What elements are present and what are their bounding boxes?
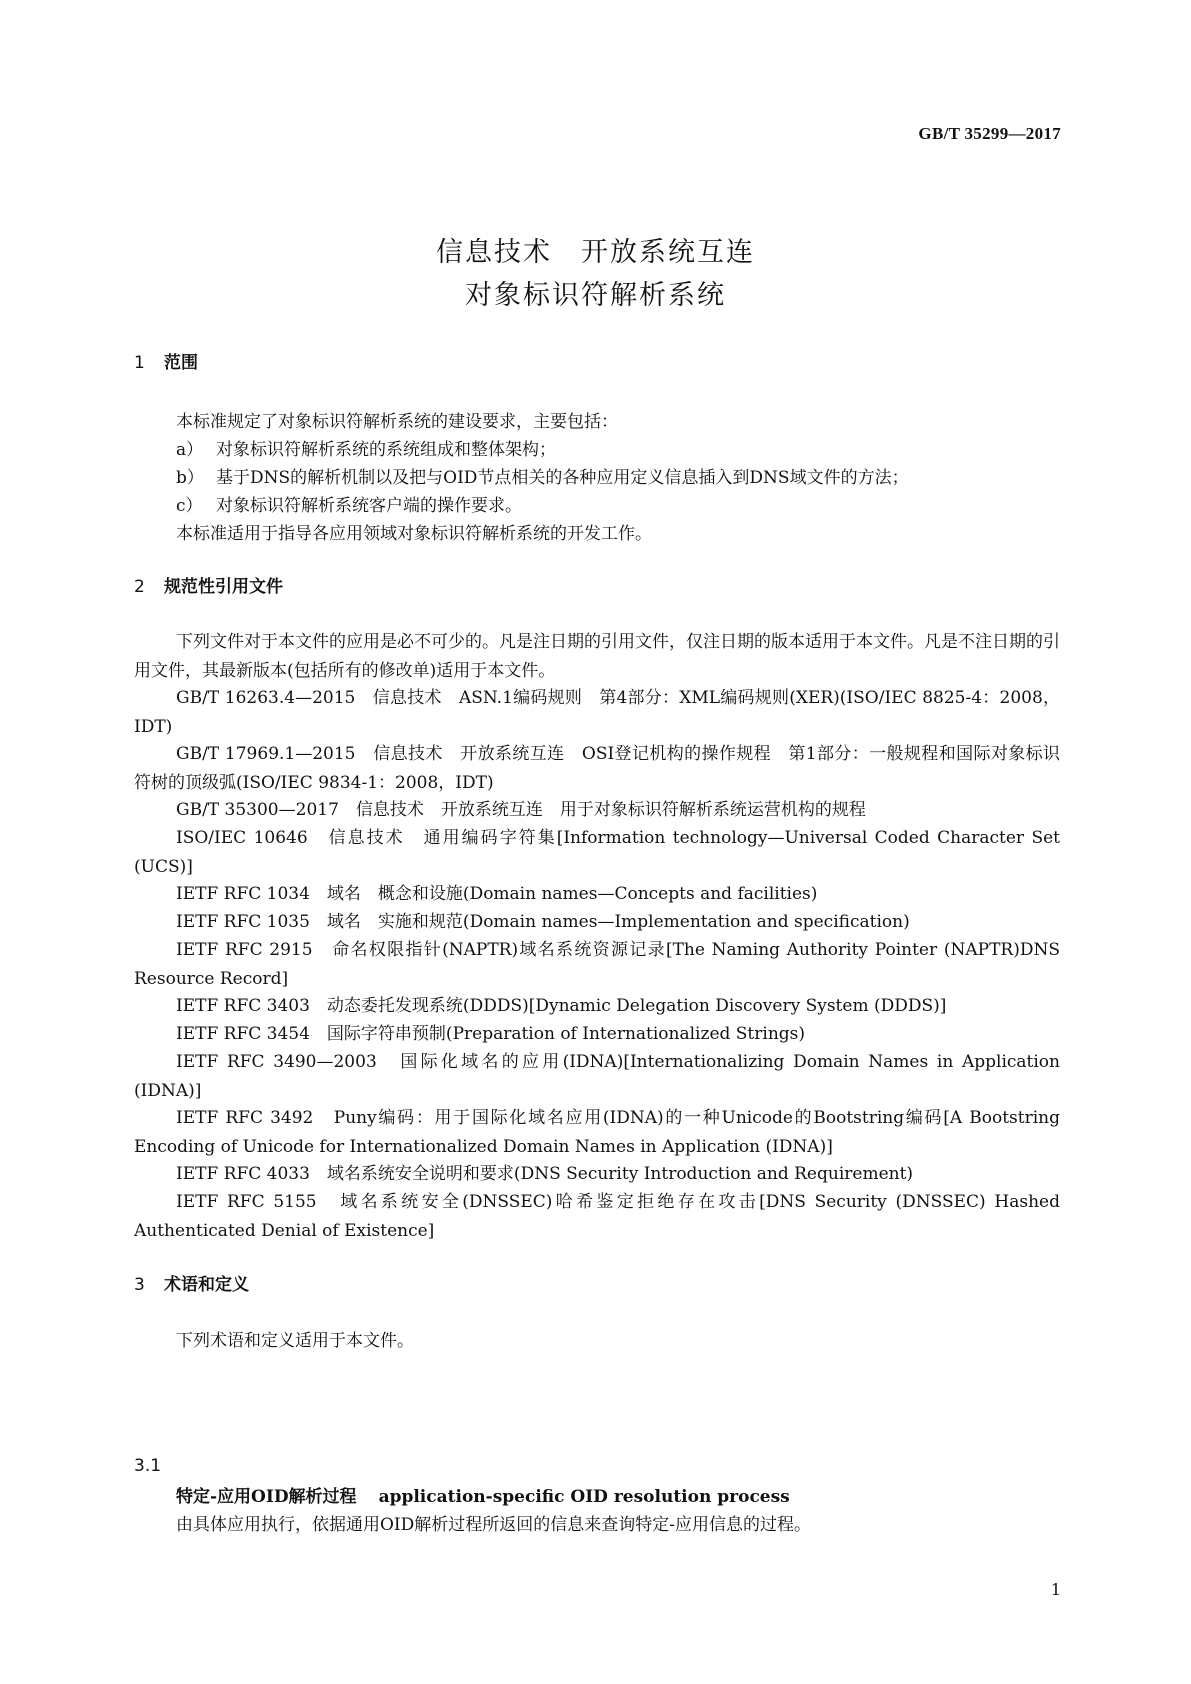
title-line-2: 对象标识符解析系统 — [465, 280, 726, 311]
reference-item: IETF RFC 3403 动态委托发现系统(DDDS)[Dynamic Delegation Discovery System (DDDS)] — [176, 996, 947, 1016]
section-1-heading — [134, 348, 198, 373]
reference-item: IETF RFC 5155 域名系统安全(DNSSEC)哈希鉴定拒绝存在攻击[DNS Security (DNSSEC) Hashed Authenticated Denial of Existence] — [134, 1192, 1060, 1241]
item-label: a） — [176, 440, 204, 460]
reference-item: ISO/IEC 10646 信息技术 通用编码字符集[Information technology—Universal Coded Character Set (UCS)] — [134, 828, 1060, 877]
reference-item: IETF RFC 1035 域名 实施和规范(Domain names—Implementation and specification) — [176, 912, 910, 932]
item-text: 基于DNS的解析机制以及把与OID节点相关的各种应用定义信息插入到DNS域文件的方法； — [216, 468, 909, 488]
reference-item: GB/T 17969.1—2015 信息技术 开放系统互连 OSI登记机构的操作规程 第1部分：一般规程和国际对象标识符树的顶级弧(ISO/IEC 9834-1：2008，IDT) — [134, 744, 1060, 793]
reference-item: IETF RFC 3490—2003 国际化域名的应用(IDNA)[Internationalizing Domain Names in Application (IDNA)] — [134, 1052, 1060, 1101]
section-1-title: 范围 — [164, 353, 198, 373]
reference-item: IETF RFC 2915 命名权限指针(NAPTR)域名系统资源记录[The Naming Authority Pointer (NAPTR)DNS Resource Record] — [134, 940, 1060, 989]
section-2-number: 2 — [134, 577, 145, 597]
item-text: 对象标识符解析系统的系统组成和整体架构； — [216, 440, 556, 460]
reference-item: IETF RFC 1034 域名 概念和设施(Domain names—Concepts and facilities) — [176, 884, 818, 904]
section-3-intro: 下列术语和定义适用于本文件。 — [176, 1331, 414, 1351]
standard-code: GB/T 35299—2017 — [918, 124, 1061, 143]
item-label: b） — [176, 468, 204, 488]
section-1-item-c — [176, 491, 522, 516]
reference-item: IETF RFC 3454 国际字符串预制(Preparation of Internationalized Strings) — [176, 1024, 806, 1044]
section-2-title: 规范性引用文件 — [164, 577, 283, 597]
section-1-closing: 本标准适用于指导各应用领域对象标识符解析系统的开发工作。 — [176, 524, 652, 544]
section-3-heading — [134, 1270, 249, 1295]
section-3-number: 3 — [134, 1275, 145, 1295]
term-number: 3.1 — [134, 1456, 162, 1476]
section-1-item-b — [176, 463, 909, 488]
term-definition: 由具体应用执行，依据通用OID解析过程所返回的信息来查询特定-应用信息的过程。 — [176, 1515, 812, 1535]
term-name-cn: 特定-应用OID解析过程 — [176, 1487, 357, 1507]
item-text: 对象标识符解析系统客户端的操作要求。 — [216, 496, 522, 516]
item-label: c） — [176, 496, 203, 516]
section-2-intro: 下列文件对于本文件的应用是必不可少的。凡是注日期的引用文件，仅注日期的版本适用于本文件。凡是不注日期的引用文件，其最新版本(包括所有的修改单)适用于本文件。 — [134, 632, 1060, 681]
reference-item: IETF RFC 4033 域名系统安全说明和要求(DNS Security Introduction and Requirement) — [176, 1164, 914, 1184]
term-name — [176, 1482, 790, 1507]
title-line-1: 信息技术 开放系统互连 — [436, 237, 755, 268]
section-1-number: 1 — [134, 353, 145, 373]
reference-item: IETF RFC 3492 Puny编码：用于国际化域名应用(IDNA)的一种Unicode的Bootstring编码[A Bootstring Encoding of Unicode for Internationalized Domain Names in Application (IDNA)] — [134, 1108, 1060, 1157]
page-number: 1 — [1050, 1580, 1061, 1599]
section-2-heading — [134, 572, 283, 597]
reference-item: GB/T 35300—2017 信息技术 开放系统互连 用于对象标识符解析系统运营机构的规程 — [176, 800, 866, 820]
reference-item: GB/T 16263.4—2015 信息技术 ASN.1编码规则 第4部分：XML编码规则(XER)(ISO/IEC 8825-4：2008，IDT) — [134, 688, 1060, 737]
section-1-intro: 本标准规定了对象标识符解析系统的建设要求，主要包括： — [176, 412, 618, 432]
term-name-en: application-specific OID resolution process — [378, 1487, 790, 1507]
section-3-title: 术语和定义 — [164, 1275, 249, 1295]
section-1-item-a — [176, 435, 556, 460]
